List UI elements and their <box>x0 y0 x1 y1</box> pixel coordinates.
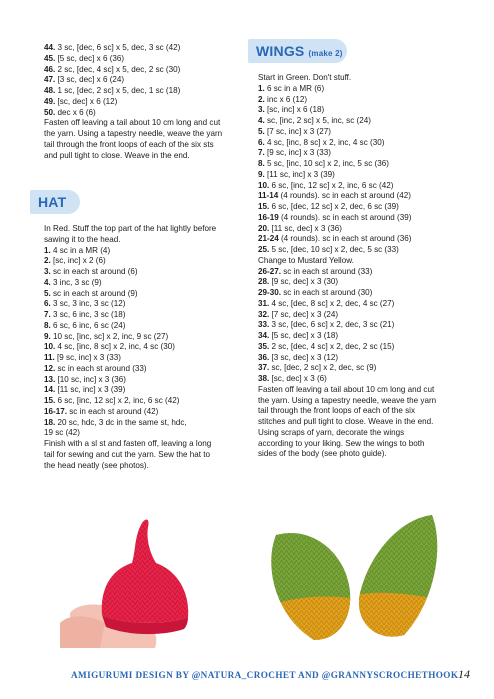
round-number: 8. <box>44 320 51 330</box>
round-instruction: [5 sc, dec] x 3 (18) <box>269 331 339 340</box>
round-instruction: [7 sc, inc] x 3 (27) <box>264 126 331 136</box>
round-number: 28. <box>258 277 270 287</box>
round-line <box>258 105 470 116</box>
text-line: the head neatly (see photos). <box>44 460 149 470</box>
round-instruction: 6 sc, [inc, 12 sc] x 2, inc, 6 sc (42) <box>269 180 394 190</box>
text-line: the yarn. Using a tapestry needle, weave the yarn <box>258 395 437 405</box>
round-line <box>258 234 470 245</box>
round-line <box>258 213 470 224</box>
round-line <box>258 84 470 95</box>
round-number: 44. <box>44 43 56 52</box>
round-instruction: sc in each st around (6) <box>50 267 138 276</box>
round-number: 10. <box>44 342 56 352</box>
round-number: 38. <box>258 374 270 383</box>
round-instruction: 4 sc, [inc, 8 sc] x 2, inc, 4 sc (30) <box>55 342 175 352</box>
round-number: 14. <box>44 385 56 395</box>
round-line <box>44 396 250 407</box>
round-number: 47. <box>44 75 56 85</box>
round-line <box>44 108 250 119</box>
round-number: 16-17. <box>44 406 67 416</box>
round-line <box>44 97 250 108</box>
text-line: tail through the front loops of each of the six <box>258 406 416 416</box>
round-line <box>44 278 250 289</box>
round-line <box>258 224 470 235</box>
round-line <box>44 43 250 54</box>
round-line <box>258 170 470 181</box>
round-line <box>258 288 470 299</box>
wings-heading-text: WINGS <box>256 43 305 59</box>
hat-intro-text <box>44 224 250 246</box>
round-line <box>44 256 250 267</box>
page-number: 14 <box>458 667 470 681</box>
round-instruction: 3 sc, 6 inc, 3 sc (18) <box>50 310 126 319</box>
round-instruction: 2 sc, [dec, 4 sc] x 5, dec, 2 sc (30) <box>55 64 181 74</box>
round-number: 16-19 <box>258 212 279 222</box>
round-number: 49. <box>44 96 56 106</box>
round-number: 29-30. <box>258 288 281 297</box>
round-instruction: 19 sc (42) <box>44 428 80 438</box>
round-line <box>44 75 250 86</box>
round-instruction: [11 sc, inc] x 3 (39) <box>264 169 335 179</box>
round-instruction: sc, [dec, 2 sc] x 2, dec, sc (9) <box>269 363 377 373</box>
text-line: tail through the front loops of each of the six sts <box>44 139 214 149</box>
left-column <box>44 43 250 161</box>
hat-section <box>44 224 250 471</box>
round-number: 3. <box>44 267 51 276</box>
round-instruction: 3 sc, [dec, 6 sc] x 5, dec, 3 sc (42) <box>55 43 181 52</box>
round-line <box>258 267 470 278</box>
round-number: 1. <box>44 245 51 255</box>
round-instruction: 6 sc in a MR (6) <box>264 83 325 93</box>
round-number: 37. <box>258 363 270 373</box>
round-line <box>258 331 470 342</box>
round-instruction: (4 rounds). sc in each st around (39) <box>278 212 412 222</box>
round-line <box>44 289 250 300</box>
round-number: 5. <box>258 126 265 136</box>
round-number: 35. <box>258 341 270 351</box>
round-line <box>44 428 250 439</box>
round-number: 11. <box>44 353 55 362</box>
round-line <box>258 116 470 127</box>
round-instruction: 3 sc, 3 inc, 3 sc (12) <box>50 299 126 309</box>
round-line <box>258 353 470 364</box>
round-number: 46. <box>44 64 56 74</box>
text-line: tail for sewing and cut the yarn. Sew the hat to <box>44 449 211 459</box>
wings-section <box>258 73 470 460</box>
round-number: 20. <box>258 223 270 233</box>
round-number: 12. <box>44 363 56 373</box>
round-instruction: [7 sc, dec] x 3 (24) <box>269 309 339 319</box>
text-line: Using scraps of yarn, decorate the wings <box>258 427 405 437</box>
round-number: 13. <box>44 374 56 384</box>
wings-intro: Start in Green. Don't stuff. <box>258 73 352 82</box>
text-line: stitches and pull tight to close. Weave in the end. <box>258 417 434 426</box>
round-instruction: sc in each st around (33) <box>280 266 373 276</box>
round-instruction: [3 sc, dec] x 6 (24) <box>55 75 125 85</box>
round-instruction: 5 sc, [dec, 10 sc] x 2, dec, 5 sc (33) <box>269 245 399 254</box>
round-instruction: [sc, inc] x 6 (18) <box>264 105 325 115</box>
text-line: sawing it to the head. <box>44 234 121 244</box>
wings-photo <box>254 505 452 648</box>
round-number: 33. <box>258 320 270 330</box>
round-line <box>44 310 250 321</box>
round-instruction: sc in each st around (42) <box>66 406 159 416</box>
round-number: 15. <box>258 202 270 211</box>
round-line <box>258 138 470 149</box>
round-number: 21-24 <box>258 234 279 244</box>
round-instruction: [sc, dec] x 3 (6) <box>269 374 327 383</box>
round-number: 2. <box>258 94 265 104</box>
round-number: 7. <box>44 310 51 319</box>
hat-rounds-list <box>44 246 250 440</box>
round-instruction: 4 sc, [dec, 8 sc] x 2, dec, 4 sc (27) <box>269 298 395 308</box>
round-number: 18. <box>44 417 56 427</box>
round-instruction: 2 sc, [dec, 4 sc] x 2, dec, 2 sc (15) <box>269 341 395 351</box>
round-number: 45. <box>44 53 56 63</box>
round-number: 15. <box>44 396 56 405</box>
round-line <box>258 363 470 374</box>
round-line <box>258 277 470 288</box>
text-line: sides of the body (see photo guide). <box>258 449 387 459</box>
wings-rounds-list <box>258 84 470 385</box>
round-line <box>44 332 250 343</box>
round-number: 6. <box>44 299 51 309</box>
wings-heading <box>256 43 343 59</box>
round-instruction: 20 sc, hdc, 3 dc in the same st, hdc, <box>55 417 187 427</box>
round-instruction: 10 sc, [inc, sc] x 2, inc, 9 sc (27) <box>50 331 169 341</box>
text-line: the yarn. Using a tapestry needle, weave the yarn <box>44 129 223 138</box>
round-line <box>258 181 470 192</box>
round-instruction: [5 sc, dec] x 6 (36) <box>55 53 125 63</box>
round-instruction: 1 sc, [dec, 2 sc] x 5, dec, 1 sc (18) <box>55 86 181 95</box>
round-line <box>258 159 470 170</box>
round-instruction: 4 sc, [inc, 8 sc] x 2, inc, 4 sc (30) <box>264 137 385 147</box>
round-line <box>44 385 250 396</box>
round-line <box>44 86 250 97</box>
round-line <box>258 191 470 202</box>
round-line <box>44 246 250 257</box>
round-number: 3. <box>258 105 265 115</box>
round-number: 4. <box>258 116 265 125</box>
round-instruction: dec x 6 (6) <box>55 107 96 117</box>
round-instruction: (4 rounds). sc in each st around (36) <box>278 234 412 244</box>
wings-heading-banner <box>248 39 347 63</box>
round-line <box>44 418 250 429</box>
wings-heading-count: (make 2) <box>308 49 343 58</box>
round-line <box>258 299 470 310</box>
round-line <box>44 267 250 278</box>
hat-heading-banner <box>30 190 80 214</box>
round-number: 1. <box>258 83 265 93</box>
round-number: 8. <box>258 159 265 168</box>
wings-finish-text <box>258 385 470 460</box>
round-line <box>258 256 470 267</box>
round-line <box>44 299 250 310</box>
round-line <box>44 65 250 76</box>
hat-finish-text <box>44 439 250 471</box>
text-line: Finish with a sl st and fasten off, leaving a long <box>44 439 212 448</box>
round-number: 9. <box>44 331 51 341</box>
round-instruction: [9 sc, dec] x 3 (30) <box>269 277 339 287</box>
round-line <box>44 407 250 418</box>
round-number: 5. <box>44 288 51 298</box>
round-instruction: [9 sc, inc] x 3 (33) <box>54 353 121 362</box>
round-instruction: 3 inc, 3 sc (9) <box>50 277 102 287</box>
round-instruction: 6 sc, 6 inc, 6 sc (24) <box>50 320 126 330</box>
round-line <box>258 374 470 385</box>
round-instruction: 6 sc, [inc, 12 sc] x 2, inc, 6 sc (42) <box>55 396 180 405</box>
text-line: Fasten off leaving a tail about 10 cm long and cut <box>258 384 435 394</box>
round-instruction: 6 sc, [dec, 12 sc] x 2, dec, 6 sc (39) <box>269 202 399 211</box>
round-number: 10. <box>258 180 270 190</box>
round-instruction: 3 sc, [dec, 6 sc] x 2, dec, 3 sc (21) <box>269 320 395 330</box>
round-line <box>258 310 470 321</box>
text-line: according to your liking. Sew the wings to both <box>258 438 425 448</box>
round-instruction: inc x 6 (12) <box>264 94 308 104</box>
round-instruction: [sc, dec] x 6 (12) <box>55 96 118 106</box>
round-number: 36. <box>258 352 270 362</box>
text-line: and pull tight to close. Weave in the end. <box>44 150 190 160</box>
round-number: 11-14 <box>258 191 279 201</box>
round-instruction: [3 sc, dec] x 3 (12) <box>269 352 339 362</box>
round-number: 9. <box>258 169 265 179</box>
body-finish-text <box>44 118 250 161</box>
round-line <box>258 127 470 138</box>
round-line <box>44 321 250 332</box>
round-number: 2. <box>44 256 51 266</box>
hat-heading: HAT <box>38 194 67 210</box>
round-instruction: 5 sc, [inc, 10 sc] x 2, inc, 5 sc (36) <box>264 159 389 168</box>
round-instruction: sc in each st around (30) <box>280 288 373 297</box>
round-instruction: Change to Mustard Yellow. <box>258 255 354 265</box>
round-line <box>44 353 250 364</box>
round-number: 32. <box>258 309 270 319</box>
round-line <box>44 342 250 353</box>
round-line <box>258 148 470 159</box>
round-instruction: [sc, inc] x 2 (6) <box>50 256 106 266</box>
round-instruction: sc in each st around (9) <box>50 288 138 298</box>
round-number: 31. <box>258 298 270 308</box>
round-line <box>258 95 470 106</box>
round-instruction: [11 sc, dec] x 3 (36) <box>269 223 342 233</box>
footer-credit: AMIGURUMI DESIGN BY @NATURA_CROCHET AND @GRANNYSCROCHETHOOK <box>71 670 459 680</box>
round-line <box>44 375 250 386</box>
hat-body <box>102 520 188 623</box>
round-instruction: [9 sc, inc] x 3 (33) <box>264 148 331 158</box>
round-number: 6. <box>258 137 265 147</box>
round-line <box>258 202 470 213</box>
round-line <box>258 245 470 256</box>
round-number: 26-27. <box>258 266 281 276</box>
round-line <box>258 342 470 353</box>
round-number: 4. <box>44 277 51 287</box>
text-line: Fasten off leaving a tail about 10 cm long and cut <box>44 118 221 128</box>
round-instruction: [10 sc, inc] x 3 (36) <box>55 374 126 384</box>
body-rounds-list <box>44 43 250 118</box>
round-number: 25. <box>258 245 270 254</box>
round-number: 34. <box>258 331 270 340</box>
hat-illustration <box>40 505 238 648</box>
round-instruction: sc in each st around (33) <box>55 363 147 373</box>
round-number: 50. <box>44 107 56 117</box>
text-line: In Red. Stuff the top part of the hat lightly before <box>44 224 217 233</box>
round-number: 48. <box>44 86 56 95</box>
round-line <box>44 364 250 375</box>
hat-photo <box>40 505 238 648</box>
round-number: 7. <box>258 148 265 158</box>
wings-illustration <box>254 505 452 648</box>
round-instruction: sc, [inc, 2 sc] x 5, inc, sc (24) <box>264 116 371 125</box>
round-instruction: [11 sc, inc] x 3 (39) <box>55 385 126 395</box>
round-instruction: 4 sc in a MR (4) <box>50 245 111 255</box>
round-line <box>258 320 470 331</box>
page-footer <box>0 663 494 687</box>
round-instruction: (4 rounds). sc in each st around (42) <box>278 191 411 201</box>
round-line <box>44 54 250 65</box>
